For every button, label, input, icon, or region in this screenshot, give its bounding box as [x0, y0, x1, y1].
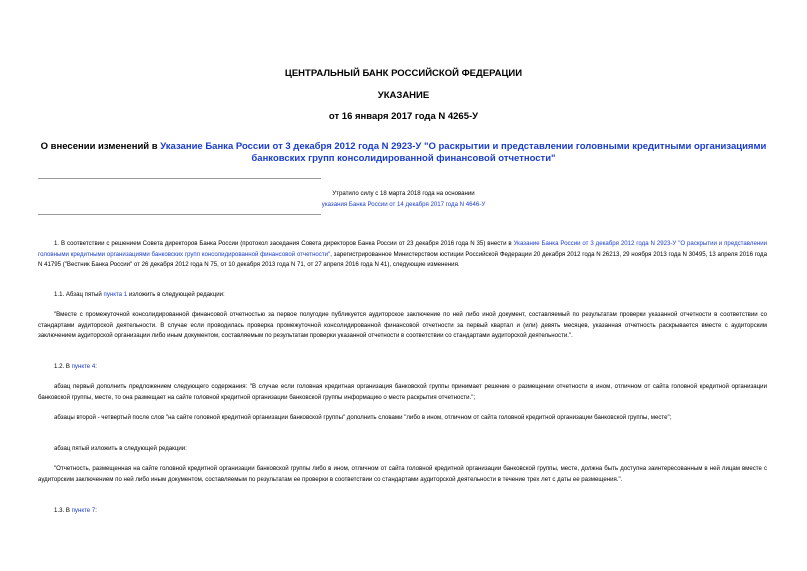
p12-text-a: 1.2. В [54, 363, 72, 370]
paragraph-1-1 [38, 290, 767, 301]
status-note: Утратило силу с 18 марта 2018 года на основании [332, 190, 475, 197]
title-link-cont[interactable]: банковских групп консолидированной финансовой отчетности" [251, 153, 556, 164]
paragraph-1-2 [38, 362, 767, 373]
divider-top [38, 178, 321, 179]
paragraph-1 [38, 239, 767, 271]
doc-title-line2 [0, 153, 807, 165]
p12-link[interactable]: пункте 4 [71, 363, 96, 370]
quote-1: "Вместе с промежуточной консолидированной финансовой отчетностью за первое полугодие публикуется аудиторское заключение по ней либо иной документ, составляемый по результатам проверки указанной отчетности в соответствии со стандартами аудиторской деятельности. В случае если проводилась проверка промежуточной консолидированной финансовой отчетности за первый квартал и (или) девять месяцев, указанная отчетность раскрывается вместе с аудиторским заключением аудиторской организации либо иным документом, составляемым по результатам проверки указанной отчетности в соответствии со стандартами аудиторской деятельности.". [38, 311, 767, 339]
p11-text-a: 1.1. Абзац пятый [54, 291, 104, 298]
p12-text-b: : [95, 363, 97, 370]
divider-bottom [38, 214, 321, 215]
quote-2: абзац первый дополнить предложением следующего содержания: "В случае если головная кредитная организация банковской группы принимает решение о размещении отчетности в ином, отличном от сайта головной кредитной организации банковской группы, месте, то она размещает на сайте головной кредитной организации банковской группы информацию о месте раскрытия отчетности."; [38, 383, 767, 401]
p1-text-a: 1. В соответствии с решением Совета директоров Банка России (протокол заседания Совета директоров Банка России от 23 декабря 2016 года N 35) внести в [54, 240, 514, 247]
p11-link[interactable]: пункта 1 [103, 291, 128, 298]
doc-title [0, 141, 807, 153]
title-link[interactable]: Указание Банка России от 3 декабря 2012 года N 2923-У "О раскрытии и представлении головными кредитными организациями [160, 141, 767, 152]
org-name: ЦЕНТРАЛЬНЫЙ БАНК РОССИЙСКОЙ ФЕДЕРАЦИИ [284, 68, 523, 79]
quote-3: абзацы второй - четвертый после слов "на сайте головной кредитной организации банковской группы" дополнить словами "либо в ином, отличном от сайта головной кредитной организации банковской группы, месте"; [54, 414, 672, 421]
quote-4: абзац пятый изложить в следующей редакции: [54, 445, 187, 452]
doc-type: УКАЗАНИЕ [377, 90, 430, 101]
status-note-link-line [0, 199, 807, 210]
p1-link-a[interactable]: Указание Банка России от 3 декабря 2012 года N 2923-У [513, 240, 677, 247]
repeal-link[interactable]: указания Банка России от 14 декабря 2017 года N 4646-У [321, 201, 486, 208]
p13-text-b: : [95, 507, 97, 514]
title-prefix: О внесении изменений в [40, 141, 161, 152]
quote-5: "Отчетность, размещенная на сайте головной кредитной организации банковской группы либо в ином, отличном от сайта головной кредитной организации банковской группы, месте, должна быть доступна заинтересованным в ней лицам вместе с аудиторским заключением по ней либо иным документом, составляемым по результатам ее проверки в соответствии со стандартами аудиторской деятельности в течение трех лет с даты ее размещения.". [38, 465, 767, 483]
paragraph-1-3 [38, 506, 767, 517]
p1-link-b[interactable]: "О раскрытии и представлении головными кредитными организациями банковских групп консолидированной финансовой отчетности" [38, 240, 768, 258]
p11-text-b: изложить в следующей редакции: [127, 291, 225, 298]
p1-text-c: , зарегистрированное Министерством юстиции Российской Федерации 20 декабря 2012 года N 26213, 29 ноября 2013 года N 30495, 13 апреля 2016 года N 41795 ("Вестник Банка России" от 26 декабря 2012 года N 75, от 10 декабря 2013 года N 71, от 27 апреля 2016 года N 41), следующие изменения. [38, 250, 767, 268]
p13-link[interactable]: пункте 7 [71, 507, 96, 514]
doc-date-number: от 16 января 2017 года N 4265-У [328, 111, 479, 122]
p13-text-a: 1.3. В [54, 507, 72, 514]
